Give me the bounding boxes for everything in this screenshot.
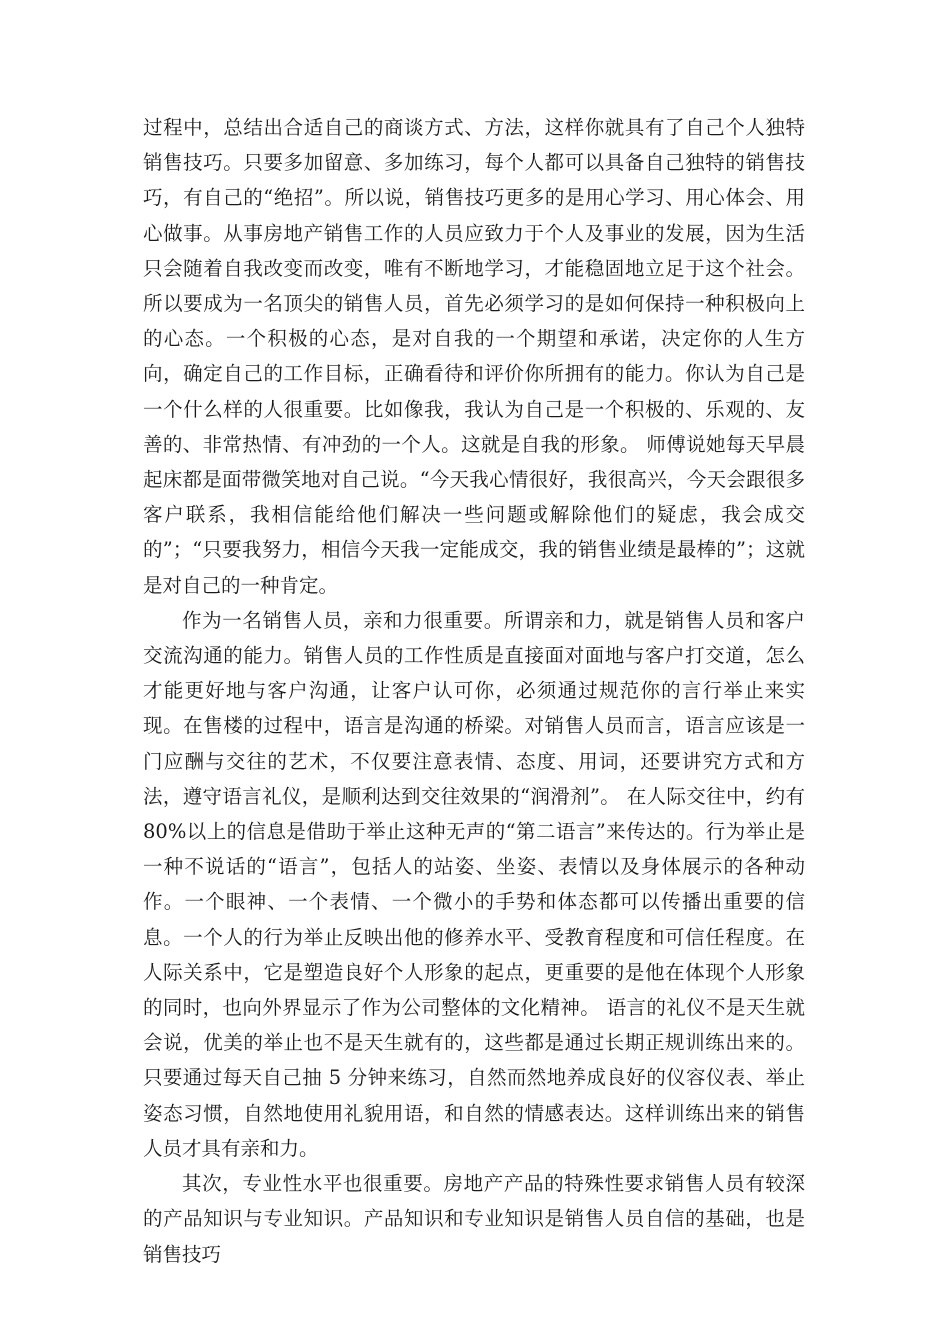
paragraph-3: 其次，专业性水平也很重要。房地产产品的特殊性要求销售人员有较深的产品知识与专业知识。产品知识和专业知识是销售人员自信的基础，也是销售技巧 xyxy=(143,1172,805,1266)
paragraph-2: 作为一名销售人员，亲和力很重要。所谓亲和力，就是销售人员和客户交流沟通的能力。销售人员的工作性质是直接面对面地与客户打交道，怎么才能更好地与客户沟通，让客户认可你，必须通过规范你的言行举止来实现。在售楼的过程中，语言是沟通的桥梁。对销售人员而言，语言应该是一门应酬与交往的艺术，不仅要注意表情、态度、用词，还要讲究方式和方法，遵守语言礼仪，是顺利达到交往效果的“润滑剂”。 在人际交往中，约有80%以上的信息是借助于举止这种无声的“第二语言”来传达的。行为举止是一种不说话的“语言”，包括人的站姿、坐姿、表情以及身体展示的各种动作。一个眼神、一个表情、一个微小的手势和体态都可以传播出重要的信息。一个人的行为举止反映出他的修养水平、受教育程度和可信任程度。在人际关系中，它是塑造良好个人形象的起点，更重要的是他在体现个人形象的同时，也向外界显示了作为公司整体的文化精神。 语言的礼仪不是天生就会说，优美的举止也不是天生就有的，这些都是通过长期正规训练出来的。只要通过每天自己抽 5 分钟来练习，自然而然地养成良好的仪容仪表、举止姿态习惯，自然地使用礼貌用语，和自然的情感表达。这样训练出来的销售人员才具有亲和力。 xyxy=(143,608,805,1160)
body-text xyxy=(143,110,805,1272)
paragraph-1: 过程中，总结出合适自己的商谈方式、方法，这样你就具有了自己个人独特销售技巧。只要多加留意、多加练习，每个人都可以具备自己独特的销售技巧，有自己的“绝招”。所以说，销售技巧更多的是用心学习、用心体会、用心做事。从事房地产销售工作的人员应致力于个人及事业的发展，因为生活只会随着自我改变而改变，唯有不断地学习，才能稳固地立足于这个社会。所以要成为一名顶尖的销售人员，首先必须学习的是如何保持一种积极向上的心态。一个积极的心态，是对自我的一个期望和承诺，决定你的人生方向，确定自己的工作目标，正确看待和评价你所拥有的能力。你认为自己是一个什么样的人很重要。比如像我，我认为自己是一个积极的、乐观的、友善的、非常热情、有冲劲的一个人。这就是自我的形象。 师傅说她每天早晨起床都是面带微笑地对自己说。“今天我心情很好，我很高兴，今天会跟很多客户联系，我相信能给他们解决一些问题或解除他们的疑虑，我会成交的”；“只要我努力，相信今天我一定能成交，我的销售业绩是最棒的”；这就是对自己的一种肯定。 xyxy=(143,116,805,597)
